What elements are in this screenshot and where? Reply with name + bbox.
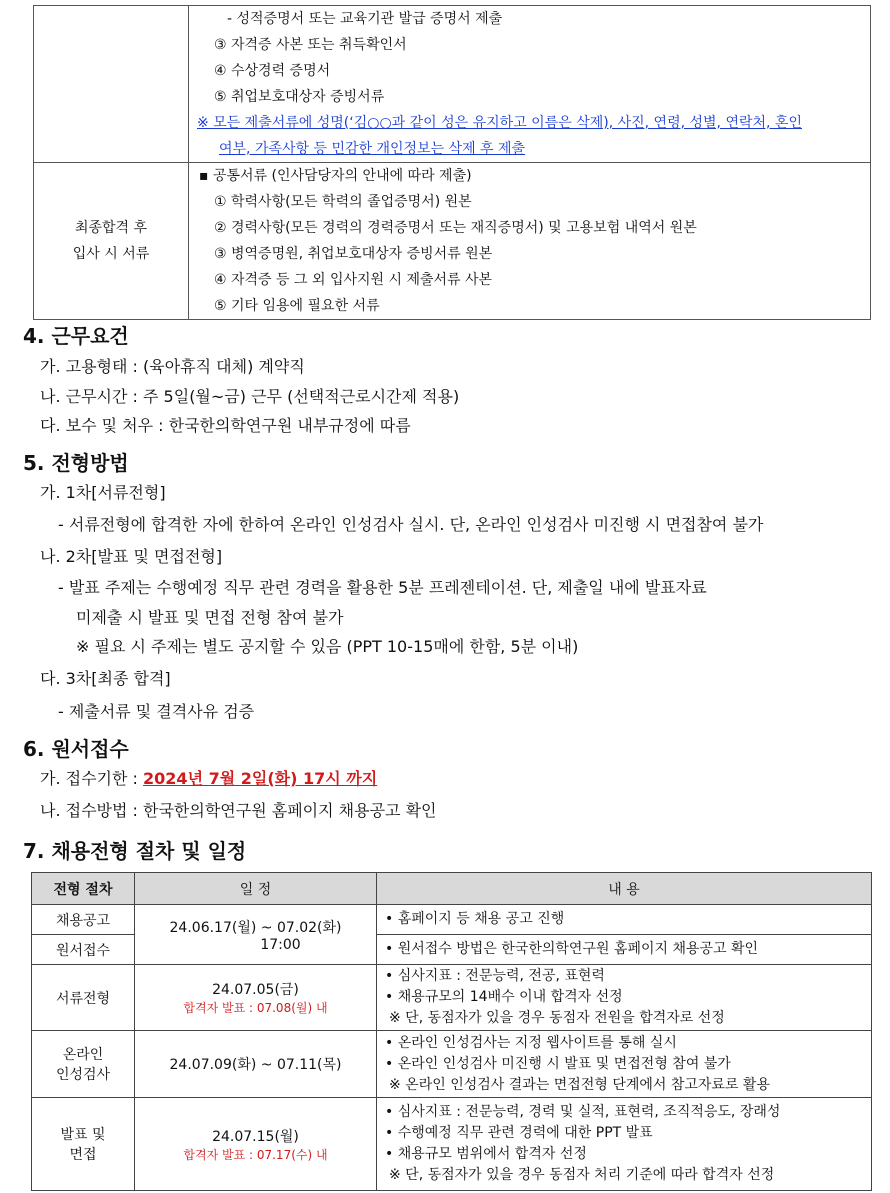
announcement-date: 합격자 발표 : 07.08(월) 내 (183, 1001, 328, 1015)
step-line: 온라인 (62, 1047, 104, 1063)
header-content: 내 용 (377, 873, 872, 905)
date-cell (135, 1098, 377, 1191)
content-line: • 심사지표 : 전문능력, 경력 및 실적, 표현력, 조직적응도, 장래성 (385, 1104, 781, 1120)
date-line: 24.06.17(월) ~ 07.02(화) (169, 919, 342, 936)
content-line: • 원서접수 방법은 한국한의학연구원 홈페이지 채용공고 확인 (385, 941, 759, 957)
section5-item-b: 나. 2차[발표 및 면접전형] (40, 547, 223, 566)
content-line: ※ 단, 동점자가 있을 경우 동점자 전원을 합격자로 선정 (389, 1010, 725, 1026)
section5-title: 5. 전형방법 (23, 451, 129, 475)
step-cell (32, 1098, 135, 1191)
doc-line: ② 경력사항(모든 경력의 경력증명서 또는 재직증명서) 및 고용보험 내역서 원본 (214, 220, 697, 236)
content-line: • 수행예정 직무 관련 경력에 대한 PPT 발표 (385, 1125, 653, 1141)
content-line: • 홈페이지 등 채용 공고 진행 (385, 911, 565, 927)
doc-line: ④ 자격증 등 그 외 입사지원 시 제출서류 사본 (214, 272, 493, 288)
date-cell (135, 905, 377, 965)
content-cell (377, 965, 872, 1031)
date-line: 24.07.15(월) (212, 1128, 299, 1145)
step-line: 발표 및 (60, 1127, 106, 1143)
content-line: • 온라인 인성검사 미진행 시 발표 및 면접전형 참여 불가 (385, 1055, 731, 1072)
doc-line: ③ 병역증명원, 취업보호대상자 증빙서류 원본 (214, 246, 493, 262)
section6-method: 나. 접수방법 : 한국한의학연구원 홈페이지 채용공고 확인 (40, 801, 437, 820)
privacy-note-line2: 여부, 가족사항 등 민감한 개인정보는 삭제 후 제출 (219, 141, 526, 157)
section4-title: 4. 근무요건 (23, 324, 129, 348)
content-line: • 채용규모의 14배수 이내 합격자 선정 (385, 989, 623, 1005)
schedule-table (31, 872, 872, 1191)
step-cell (32, 1031, 135, 1098)
section5-item-a: 가. 1차[서류전형] (40, 483, 166, 502)
header-date: 일 정 (135, 873, 377, 905)
step-cell: 원서접수 (32, 935, 135, 965)
content-line: • 온라인 인성검사는 지정 웹사이트를 통해 실시 (385, 1034, 677, 1051)
section5-detail-c: - 제출서류 및 결격사유 검증 (58, 702, 255, 721)
common-docs-heading: ▪ 공통서류 (인사담당자의 안내에 따라 제출) (199, 168, 472, 184)
doc-line: ⑤ 기타 임용에 필요한 서류 (214, 298, 380, 314)
section7-title: 7. 채용전형 절차 및 일정 (23, 839, 247, 863)
content-line: ※ 단, 동점자가 있을 경우 동점자 처리 기준에 따라 합격자 선정 (389, 1167, 775, 1183)
label-final-line1: 최종합격 후 (74, 220, 148, 236)
content-cell (377, 1098, 872, 1191)
section5-item-c: 다. 3차[최종 합격] (40, 669, 171, 688)
header-step: 전형 절차 (32, 873, 135, 905)
step-line: 면접 (69, 1147, 97, 1163)
step-cell: 채용공고 (32, 905, 135, 935)
documents-label-empty (34, 6, 189, 163)
announcement-date: 합격자 발표 : 07.17(수) 내 (183, 1147, 328, 1162)
table-row (32, 965, 872, 1031)
content-line: • 심사지표 : 전문능력, 전공, 표현력 (385, 968, 605, 984)
privacy-note-line1: ※ 모든 제출서류에 성명(‘김○○과 같이 성은 유지하고 이름은 삭제), 사진, 연령, 성별, 연락처, 혼인 (197, 115, 802, 131)
documents-row-application (34, 6, 871, 163)
table-row (32, 1098, 872, 1191)
doc-line: ① 학력사항(모든 학력의 졸업증명서) 원본 (214, 194, 472, 210)
date-cell (135, 965, 377, 1031)
section6-deadline (40, 768, 377, 790)
doc-line: ④ 수상경력 증명서 (214, 63, 331, 79)
date-line: 17:00 (260, 936, 301, 953)
date-line: 24.07.05(금) (212, 982, 299, 998)
label-final-line2: 입사 시 서류 (72, 246, 150, 262)
doc-line: ⑤ 취업보호대상자 증빙서류 (214, 89, 385, 105)
documents-table (33, 5, 871, 320)
section5-detail-b1: - 발표 주제는 수행예정 직무 관련 경력을 활용한 5분 프레젠테이션. 단, 제출일 내에 발표자료 (58, 578, 707, 597)
date-cell: 24.07.09(화) ~ 07.11(목) (135, 1031, 377, 1098)
content-line: • 채용규모 범위에서 합격자 선정 (385, 1146, 587, 1162)
documents-content-application (189, 6, 871, 163)
section5-detail-a: - 서류전형에 합격한 자에 한하여 온라인 인성검사 실시. 단, 온라인 인성검사 미진행 시 면접참여 불가 (58, 515, 764, 534)
content-cell (377, 1031, 872, 1098)
table-row (32, 905, 872, 935)
documents-content-final (189, 163, 871, 320)
section4-item: 나. 근무시간 : 주 5일(월~금) 근무 (선택적근로시간제 적용) (40, 387, 460, 406)
section4-item: 다. 보수 및 처우 : 한국한의학연구원 내부규정에 따름 (40, 416, 411, 435)
content-line: ※ 온라인 인성검사 결과는 면접전형 단계에서 참고자료로 활용 (389, 1076, 770, 1093)
content-cell (377, 905, 872, 935)
doc-line: ③ 자격증 사본 또는 취득확인서 (214, 37, 407, 53)
documents-label-final (34, 163, 189, 320)
content-cell (377, 935, 872, 965)
step-cell: 서류전형 (32, 965, 135, 1031)
documents-row-final (34, 163, 871, 320)
doc-line: - 성적증명서 또는 교육기관 발급 증명서 제출 (227, 11, 503, 27)
deadline-label: 가. 접수기한 : (40, 769, 138, 788)
section5-detail-b2: 미제출 시 발표 및 면접 전형 참여 불가 (76, 608, 344, 627)
section6-title: 6. 원서접수 (23, 737, 129, 761)
schedule-header-row (32, 873, 872, 905)
step-line: 인성검사 (55, 1067, 111, 1083)
table-row (32, 1031, 872, 1098)
section5-note-b: ※ 필요 시 주제는 별도 공지할 수 있음 (PPT 10-15매에 한함, 5분 이내) (76, 637, 579, 656)
deadline-value: 2024년 7월 2일(화) 17시 까지 (143, 769, 378, 788)
section4-item: 가. 고용형태 : (육아휴직 대체) 계약직 (40, 357, 305, 376)
